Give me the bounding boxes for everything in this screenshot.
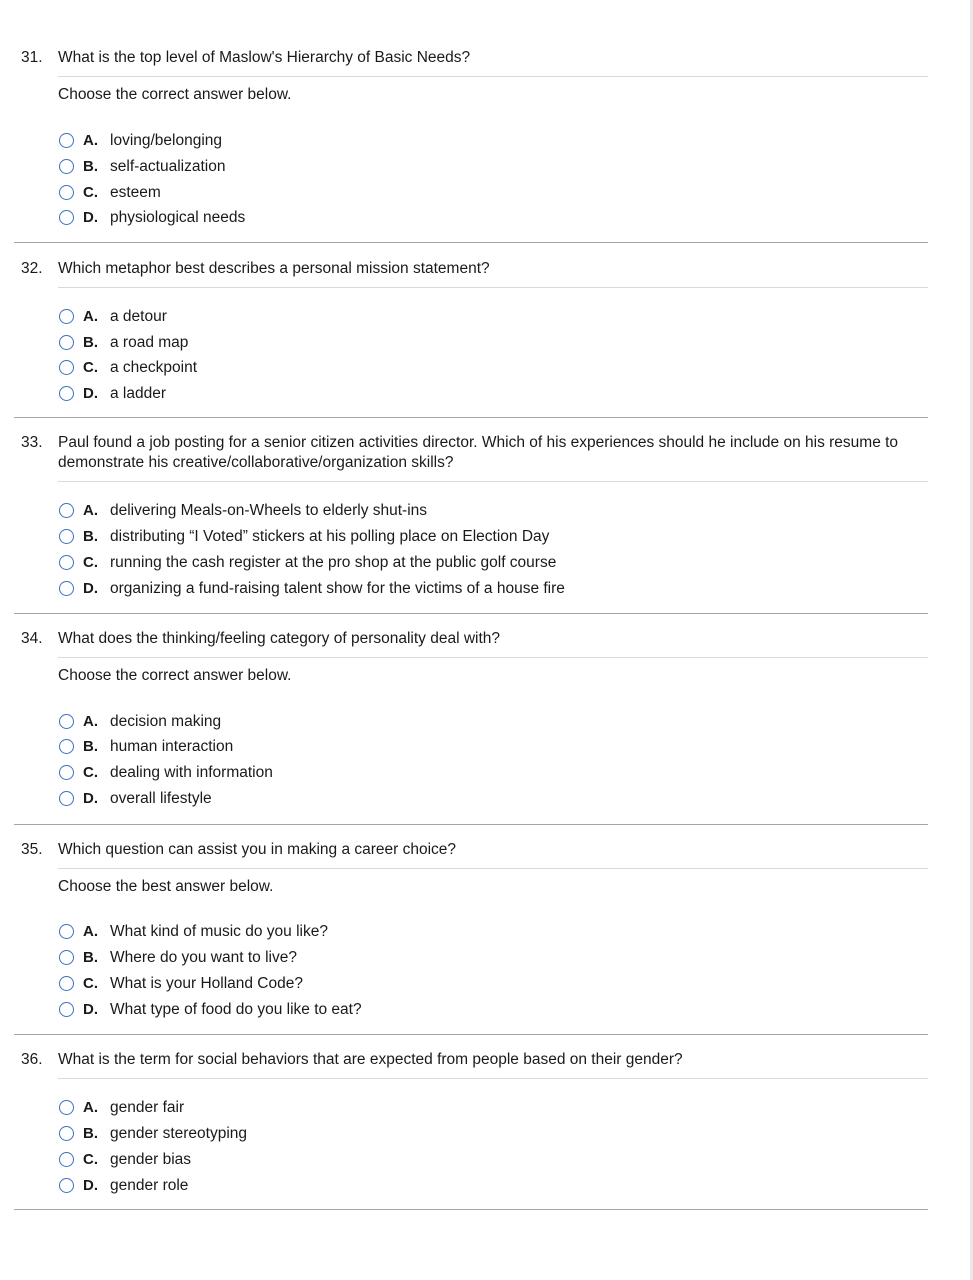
option-a[interactable] xyxy=(59,131,759,153)
option-text: gender stereotyping xyxy=(110,1125,248,1142)
option-text: gender fair xyxy=(110,1099,185,1116)
option-letter: D. xyxy=(83,1177,98,1194)
radio-button-icon[interactable] xyxy=(59,185,74,200)
option-text: running the cash register at the pro shop at the public golf course xyxy=(110,554,557,571)
option-text: a detour xyxy=(110,308,167,325)
option-text: a checkpoint xyxy=(110,359,198,376)
question-text: Paul found a job posting for a senior citizen activities director. Which of his experiences should he include on his resume to demonstrate his creative/collaborative/organization skills? xyxy=(58,434,899,471)
option-letter: A. xyxy=(83,1099,98,1116)
question-divider xyxy=(58,1078,928,1079)
option-b[interactable] xyxy=(59,1124,759,1146)
option-letter: D. xyxy=(83,1001,98,1018)
question-divider xyxy=(58,481,928,482)
radio-button-icon[interactable] xyxy=(59,581,74,596)
radio-button-icon[interactable] xyxy=(59,309,74,324)
option-c[interactable] xyxy=(59,358,759,380)
option-text: What kind of music do you like? xyxy=(110,923,328,940)
option-b[interactable] xyxy=(59,157,759,179)
option-text: Where do you want to live? xyxy=(110,949,297,966)
option-text: loving/belonging xyxy=(110,132,223,149)
question-divider xyxy=(58,76,928,77)
option-d[interactable] xyxy=(59,208,759,230)
option-a[interactable] xyxy=(59,501,759,523)
option-c[interactable] xyxy=(59,183,759,205)
question-separator xyxy=(14,613,928,614)
question-text: What is the term for social behaviors that are expected from people based on their gender? xyxy=(58,1051,683,1068)
radio-button-icon[interactable] xyxy=(59,1100,74,1115)
radio-button-icon[interactable] xyxy=(59,335,74,350)
option-letter: B. xyxy=(83,1125,98,1142)
option-c[interactable] xyxy=(59,974,759,996)
question-divider xyxy=(58,657,928,658)
option-b[interactable] xyxy=(59,948,759,970)
option-d[interactable] xyxy=(59,1000,759,1022)
option-letter: D. xyxy=(83,385,98,402)
option-letter: A. xyxy=(83,713,98,730)
option-text: decision making xyxy=(110,713,222,730)
question-number: 31. xyxy=(21,49,43,66)
option-text: gender bias xyxy=(110,1151,192,1168)
option-b[interactable] xyxy=(59,333,759,355)
question-separator xyxy=(14,1034,928,1035)
option-letter: B. xyxy=(83,334,98,351)
radio-button-icon[interactable] xyxy=(59,950,74,965)
radio-button-icon[interactable] xyxy=(59,210,74,225)
option-d[interactable] xyxy=(59,1176,759,1198)
radio-button-icon[interactable] xyxy=(59,976,74,991)
radio-button-icon[interactable] xyxy=(59,1002,74,1017)
option-text: overall lifestyle xyxy=(110,790,212,807)
radio-button-icon[interactable] xyxy=(59,133,74,148)
option-a[interactable] xyxy=(59,712,759,734)
option-text: human interaction xyxy=(110,738,234,755)
radio-button-icon[interactable] xyxy=(59,765,74,780)
option-letter: A. xyxy=(83,308,98,325)
option-text: What is your Holland Code? xyxy=(110,975,303,992)
option-letter: C. xyxy=(83,359,98,376)
radio-button-icon[interactable] xyxy=(59,503,74,518)
option-letter: A. xyxy=(83,132,98,149)
option-c[interactable] xyxy=(59,1150,759,1172)
question-number: 36. xyxy=(21,1051,43,1068)
option-letter: D. xyxy=(83,580,98,597)
option-letter: B. xyxy=(83,949,98,966)
option-text: What type of food do you like to eat? xyxy=(110,1001,362,1018)
option-b[interactable] xyxy=(59,737,759,759)
option-letter: C. xyxy=(83,975,98,992)
option-text: distributing “I Voted” stickers at his polling place on Election Day xyxy=(110,528,550,545)
radio-button-icon[interactable] xyxy=(59,924,74,939)
question-number: 32. xyxy=(21,260,43,277)
radio-button-icon[interactable] xyxy=(59,1126,74,1141)
question-separator xyxy=(14,417,928,418)
option-a[interactable] xyxy=(59,1098,759,1120)
option-a[interactable] xyxy=(59,922,759,944)
option-letter: C. xyxy=(83,554,98,571)
option-text: esteem xyxy=(110,184,161,201)
radio-button-icon[interactable] xyxy=(59,159,74,174)
option-text: delivering Meals-on-Wheels to elderly shut-ins xyxy=(110,502,428,519)
question-number: 33. xyxy=(21,434,43,451)
radio-button-icon[interactable] xyxy=(59,739,74,754)
radio-button-icon[interactable] xyxy=(59,555,74,570)
option-letter: B. xyxy=(83,738,98,755)
option-c[interactable] xyxy=(59,763,759,785)
question-number: 34. xyxy=(21,630,43,647)
question-separator xyxy=(14,242,928,243)
question-instruction: Choose the correct answer below. xyxy=(58,667,292,684)
option-text: dealing with information xyxy=(110,764,273,781)
option-d[interactable] xyxy=(59,579,759,601)
option-d[interactable] xyxy=(59,384,759,406)
question-separator xyxy=(14,824,928,825)
question-instruction: Choose the correct answer below. xyxy=(58,86,292,103)
radio-button-icon[interactable] xyxy=(59,529,74,544)
question-divider xyxy=(58,868,928,869)
question-divider xyxy=(58,287,928,288)
option-text: organizing a fund-raising talent show for the victims of a house fire xyxy=(110,580,565,597)
radio-button-icon[interactable] xyxy=(59,714,74,729)
radio-button-icon[interactable] xyxy=(59,791,74,806)
option-letter: D. xyxy=(83,790,98,807)
option-letter: C. xyxy=(83,184,98,201)
question-number: 35. xyxy=(21,841,43,858)
radio-button-icon[interactable] xyxy=(59,1152,74,1167)
option-text: a ladder xyxy=(110,385,167,402)
option-text: gender role xyxy=(110,1177,189,1194)
question-separator xyxy=(14,1209,928,1210)
option-d[interactable] xyxy=(59,789,759,811)
option-letter: B. xyxy=(83,528,98,545)
option-text: physiological needs xyxy=(110,209,246,226)
option-letter: B. xyxy=(83,158,98,175)
option-letter: C. xyxy=(83,1151,98,1168)
option-letter: A. xyxy=(83,502,98,519)
question-text: What does the thinking/feeling category of personality deal with? xyxy=(58,630,501,647)
option-letter: D. xyxy=(83,209,98,226)
option-letter: C. xyxy=(83,764,98,781)
question-text: Which metaphor best describes a personal mission statement? xyxy=(58,260,490,277)
radio-button-icon[interactable] xyxy=(59,1178,74,1193)
option-b[interactable] xyxy=(59,527,759,549)
option-text: a road map xyxy=(110,334,189,351)
option-letter: A. xyxy=(83,923,98,940)
radio-button-icon[interactable] xyxy=(59,386,74,401)
option-a[interactable] xyxy=(59,307,759,329)
radio-button-icon[interactable] xyxy=(59,360,74,375)
question-instruction: Choose the best answer below. xyxy=(58,878,274,895)
option-text: self-actualization xyxy=(110,158,226,175)
option-c[interactable] xyxy=(59,553,759,575)
question-text: What is the top level of Maslow's Hierarchy of Basic Needs? xyxy=(58,49,471,66)
question-text: Which question can assist you in making a career choice? xyxy=(58,841,457,858)
